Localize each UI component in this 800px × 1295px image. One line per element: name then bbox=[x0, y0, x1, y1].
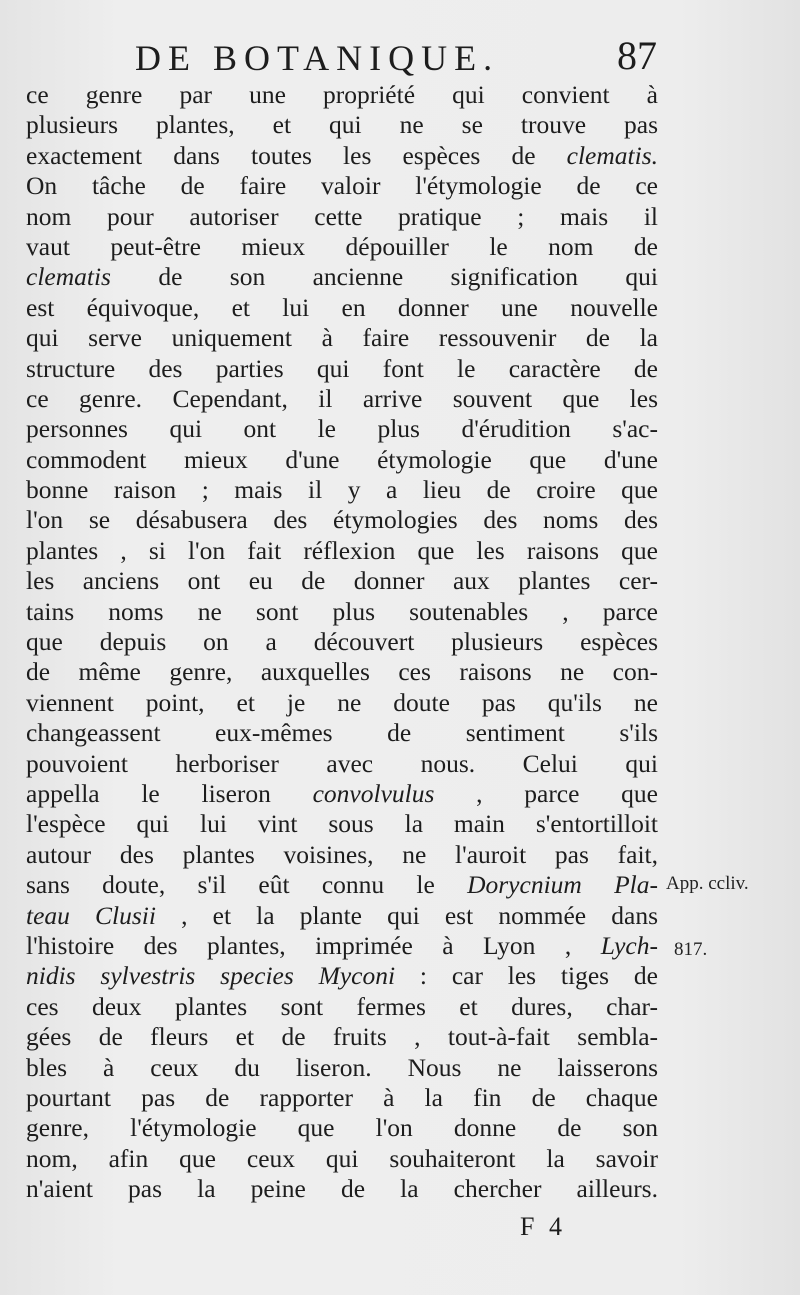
text-segment: On tâche de faire valoir l'étymologie de ce bbox=[26, 171, 658, 201]
text-line bbox=[26, 749, 658, 779]
text-segment: genre, l'étymologie que l'on donne de son bbox=[26, 1113, 658, 1143]
italic-term: Lych- bbox=[600, 930, 658, 960]
text-line bbox=[26, 992, 658, 1022]
text-line bbox=[26, 1174, 658, 1204]
italic-term: Dorycnium Pla- bbox=[467, 870, 658, 900]
text-segment: est équivoque, et lui en donner une nouvelle bbox=[26, 292, 658, 322]
text-segment: ce genre par une propriété qui convient à bbox=[26, 80, 658, 109]
margin-note-number: 817. bbox=[674, 939, 708, 960]
text-line bbox=[26, 80, 658, 110]
text-line bbox=[26, 657, 658, 687]
italic-term: convolvulus bbox=[312, 778, 435, 808]
text-line bbox=[26, 536, 658, 566]
text-segment: sans doute, s'il eût connu le bbox=[26, 870, 468, 900]
text-segment: nom pour autoriser cette pratique ; mais il bbox=[26, 201, 658, 231]
text-line bbox=[26, 961, 658, 991]
text-segment: : car les tiges de bbox=[395, 961, 658, 991]
signature-mark: F 4 bbox=[520, 1212, 566, 1241]
text-segment: ces deux plantes sont fermes et dures, char- bbox=[26, 991, 658, 1021]
text-segment: vaut peut-être mieux dépouiller le nom de bbox=[26, 231, 658, 261]
text-line bbox=[26, 566, 658, 596]
margin-note-appendix: App. ccliv. bbox=[666, 873, 749, 894]
text-segment: ce genre. Cependant, il arrive souvent que les bbox=[26, 383, 658, 413]
text-segment: plantes , si l'on fait réflexion que les raisons que bbox=[26, 535, 658, 565]
italic-term: teau Clusii bbox=[26, 900, 156, 930]
text-segment: nom, afin que ceux qui souhaiteront la savoir bbox=[26, 1143, 658, 1173]
text-segment: exactement dans toutes les espèces de bbox=[26, 140, 567, 170]
page-header bbox=[25, 30, 665, 86]
page-number: 87 bbox=[617, 33, 657, 78]
text-segment: de son ancienne signification qui bbox=[110, 262, 658, 292]
text-segment: l'histoire des plantes, imprimée à Lyon , bbox=[26, 930, 601, 960]
text-line bbox=[26, 293, 658, 323]
text-line bbox=[26, 718, 658, 748]
text-segment: gées de fleurs et de fruits , tout-à-fait sembla- bbox=[26, 1022, 658, 1052]
text-line bbox=[26, 232, 658, 262]
text-line bbox=[26, 779, 658, 809]
italic-term: clematis. bbox=[566, 140, 658, 170]
text-line bbox=[26, 809, 658, 839]
text-segment: n'aient pas la peine de la chercher ailleurs. bbox=[26, 1174, 658, 1204]
text-segment: pourtant pas de rapporter à la fin de chaque bbox=[26, 1082, 658, 1112]
text-line bbox=[26, 141, 658, 171]
text-line bbox=[26, 1113, 658, 1143]
text-segment: l'on se désabusera des étymologies des noms des bbox=[26, 505, 658, 535]
text-line bbox=[26, 901, 658, 931]
text-line bbox=[26, 475, 658, 505]
text-segment: bles à ceux du liseron. Nous ne laisserons bbox=[26, 1052, 658, 1082]
text-line bbox=[26, 323, 658, 353]
text-line bbox=[26, 505, 658, 535]
text-line bbox=[26, 688, 658, 718]
text-segment: qui serve uniquement à faire ressouvenir de la bbox=[26, 323, 658, 353]
text-segment: bonne raison ; mais il y a lieu de croire que bbox=[26, 475, 658, 505]
text-segment: appella le liseron bbox=[26, 778, 313, 808]
text-line bbox=[26, 171, 658, 201]
text-segment: l'espèce qui lui vint sous la main s'entortilloit bbox=[26, 809, 658, 839]
text-line bbox=[26, 597, 658, 627]
text-line bbox=[26, 840, 658, 870]
text-line bbox=[26, 384, 658, 414]
text-segment: commodent mieux d'une étymologie que d'une bbox=[26, 444, 658, 474]
text-segment: les anciens ont eu de donner aux plantes cer- bbox=[26, 566, 658, 596]
text-segment: , et la plante qui est nommée dans bbox=[155, 900, 658, 930]
text-line bbox=[26, 262, 658, 292]
text-segment: pouvoient herboriser avec nous. Celui qui bbox=[26, 748, 658, 778]
text-segment: viennent point, et je ne doute pas qu'ils ne bbox=[26, 687, 658, 717]
text-segment: structure des parties qui font le caractère de bbox=[26, 353, 658, 383]
text-segment: personnes qui ont le plus d'érudition s'ac- bbox=[26, 414, 658, 444]
text-line bbox=[26, 931, 658, 961]
text-segment: autour des plantes voisines, ne l'auroit pas fait, bbox=[26, 839, 658, 869]
text-segment: plusieurs plantes, et qui ne se trouve pas bbox=[26, 110, 658, 140]
text-line bbox=[26, 445, 658, 475]
body-text bbox=[26, 80, 658, 1204]
text-segment: de même genre, auxquelles ces raisons ne con- bbox=[26, 657, 658, 687]
text-line bbox=[26, 1144, 658, 1174]
italic-term: clematis bbox=[26, 262, 111, 292]
text-line bbox=[26, 202, 658, 232]
text-line bbox=[26, 1053, 658, 1083]
text-line bbox=[26, 1083, 658, 1113]
text-line bbox=[26, 1022, 658, 1052]
text-segment: tains noms ne sont plus soutenables , parce bbox=[26, 596, 658, 626]
text-segment: changeassent eux-mêmes de sentiment s'ils bbox=[26, 718, 658, 748]
text-line bbox=[26, 627, 658, 657]
italic-term: nidis sylvestris species Myconi bbox=[26, 961, 396, 991]
text-line bbox=[26, 110, 658, 140]
text-line bbox=[26, 414, 658, 444]
running-head: DE BOTANIQUE. bbox=[135, 38, 500, 78]
text-line bbox=[26, 870, 658, 900]
text-segment: que depuis on a découvert plusieurs espèces bbox=[26, 627, 658, 657]
text-line bbox=[26, 354, 658, 384]
text-segment: , parce que bbox=[434, 778, 658, 808]
